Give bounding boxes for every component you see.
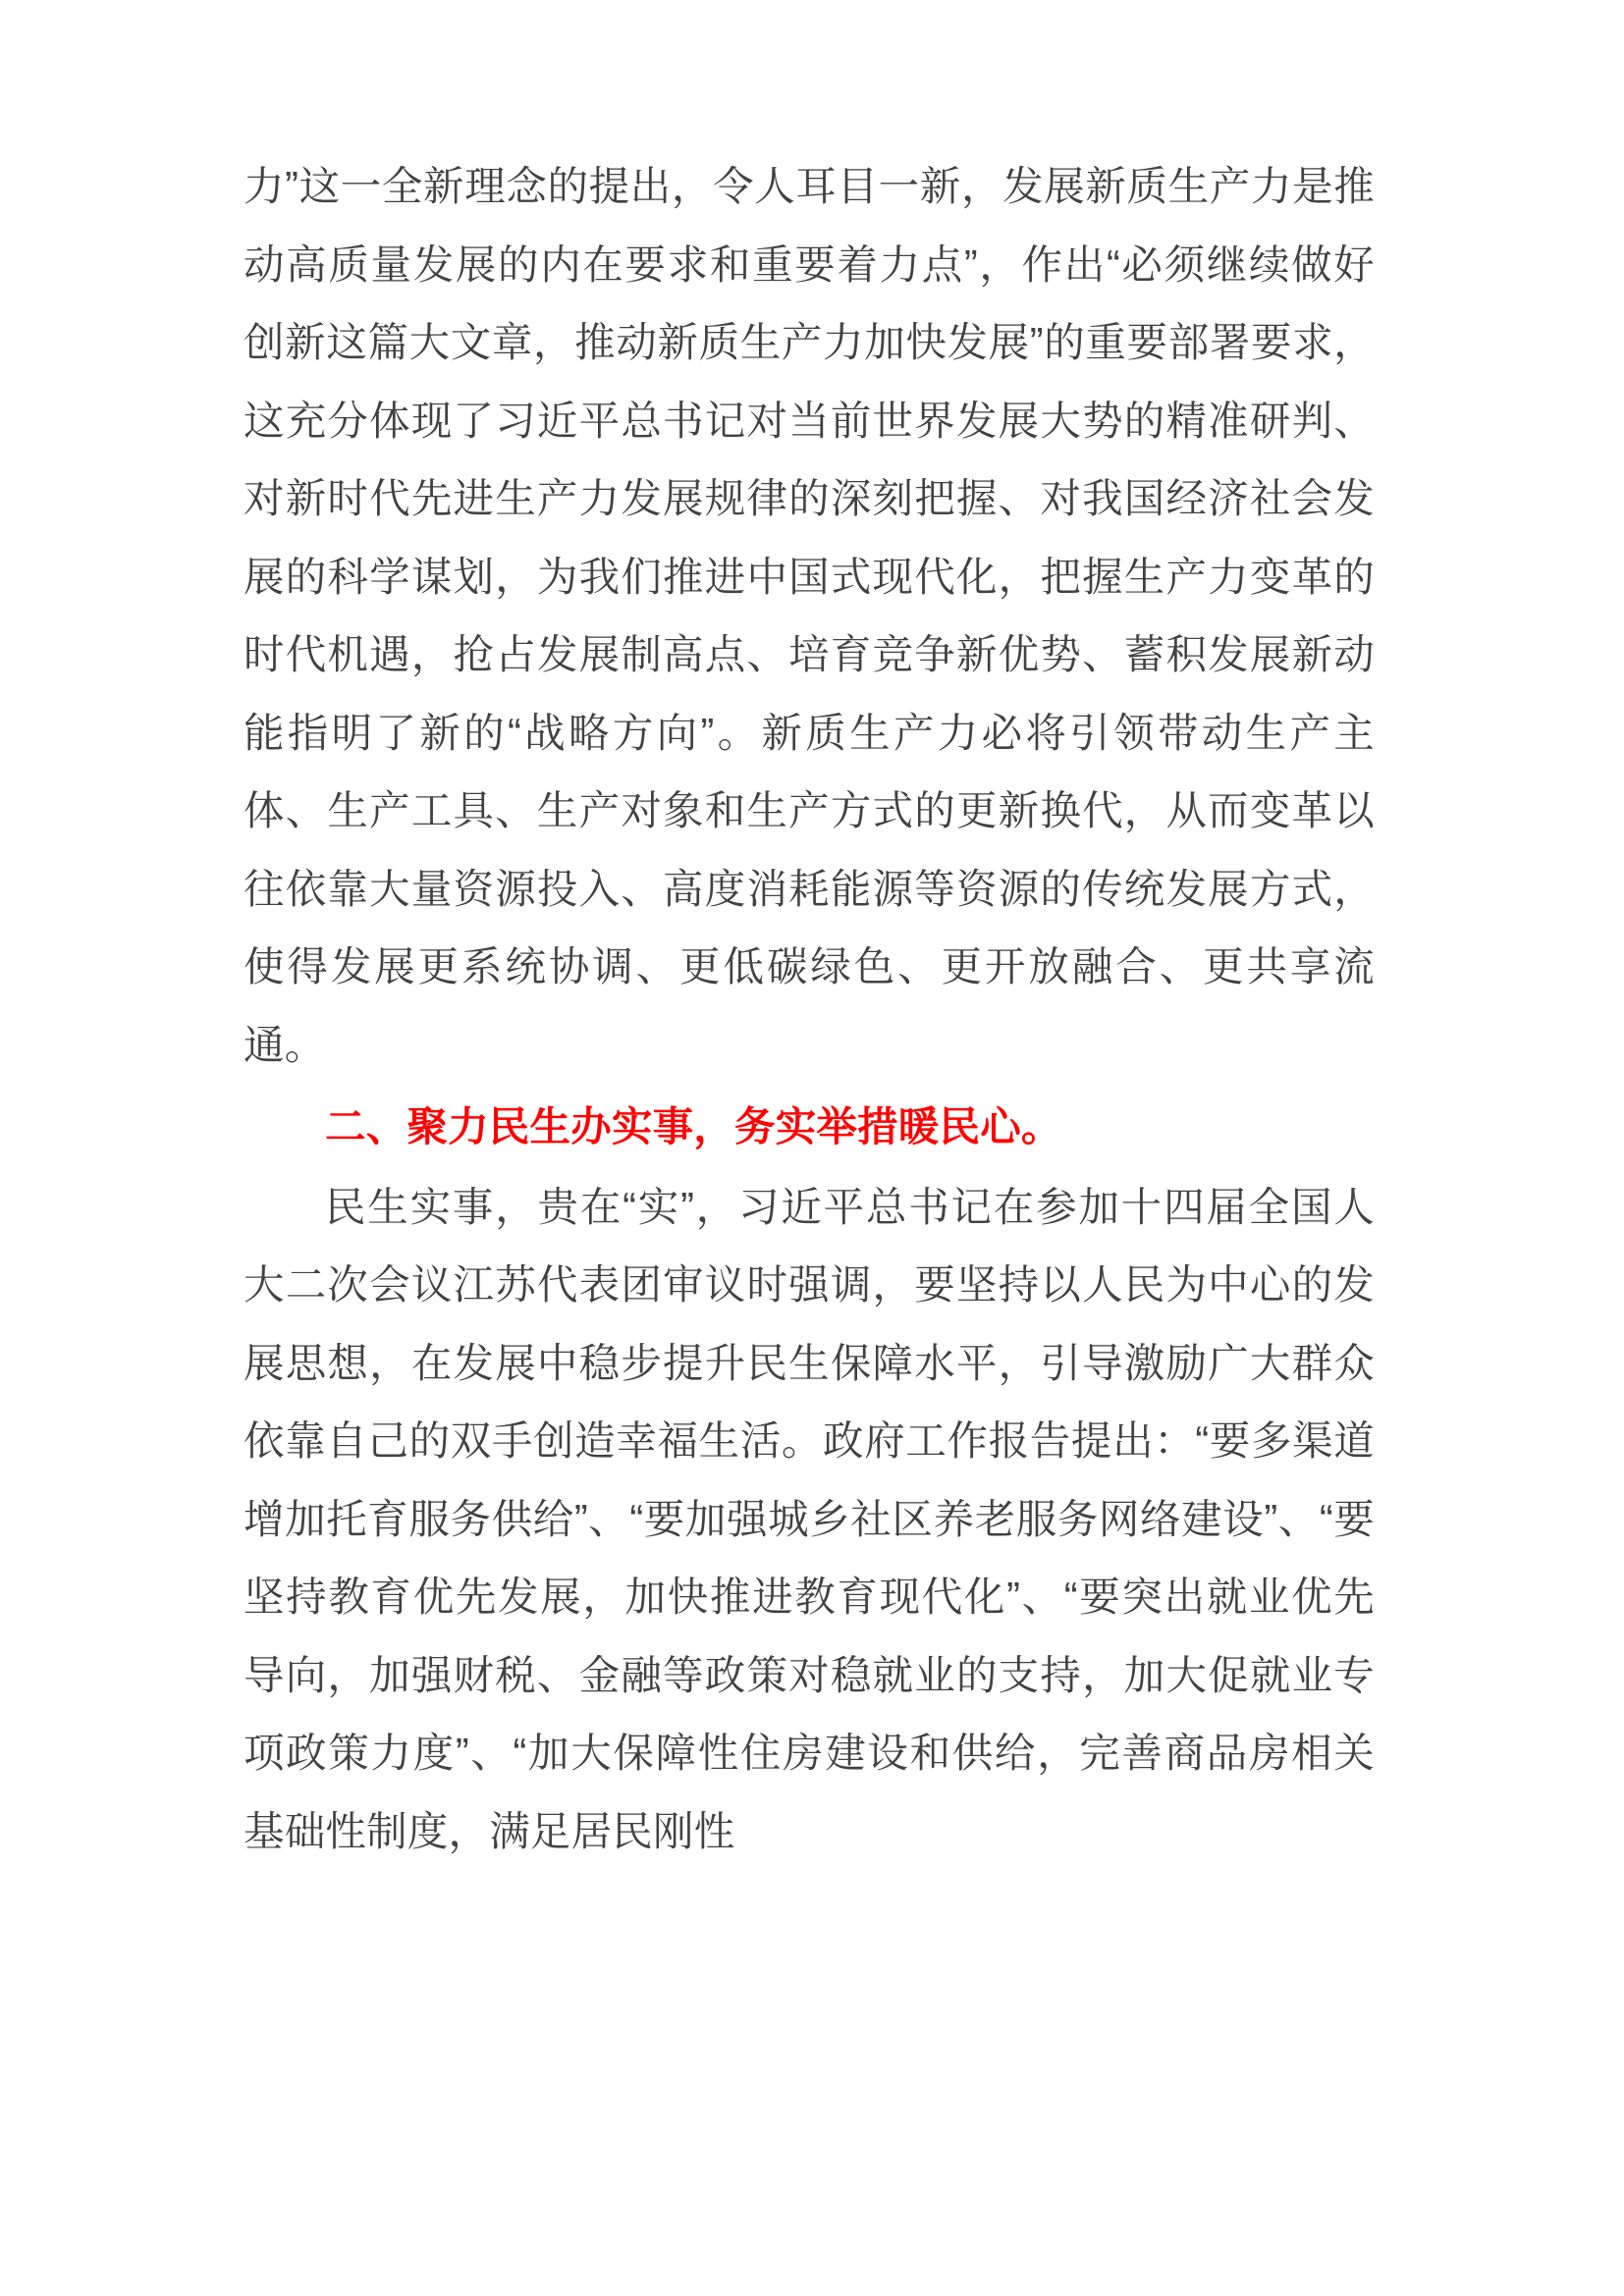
body-paragraph-livelihood: 民生实事，贵在“实”，习近平总书记在参加十四届全国人大二次会议江苏代表团审议时强调，要坚持以人民为中心的发展思想，在发展中稳步提升民生保障水平，引导激励广大群众依靠自己的双手创造幸福生活。政府工作报告提出：“要多渠道增加托育服务供给”、“要加强城乡社区养老服务网络建设”、“要坚持教育优先发展，加快推进教育现代化”、“要突出就业优先导向，加强财税、金融等政策对稳就业的支持，加大促就业专项政策力度”、“加大保障性住房建设和供给，完善商品房相关基础性制度，满足居民刚性 [244,1183,1375,1854]
body-paragraph-new-productive-forces: 力”这一全新理念的提出，令人耳目一新，发展新质生产力是推动高质量发展的内在要求和重要着力点”，作出“必须继续做好创新这篇大文章，推动新质生产力加快发展”的重要部署要求，这充分体现了习近平总书记对当前世界发展大势的精准研判、对新时代先进生产力发展规律的深刻把握、对我国经济社会发展的科学谋划，为我们推进中国式现代化，把握生产力变革的时代机遇，抢占发展制高点、培育竞争新优势、蓄积发展新动能指明了新的“战略方向”。新质生产力必将引领带动生产主体、生产工具、生产对象和生产方式的更新换代，从而变革以往依靠大量资源投入、高度消耗能源等资源的传统发展方式，使得发展更系统协调、更低碳绿色、更开放融合、更共享流通。 [244,163,1375,1068]
document-text-column [244,147,1375,1870]
section-heading-two: 二、聚力民生办实事，务实举措暖民心。 [325,1103,1062,1149]
